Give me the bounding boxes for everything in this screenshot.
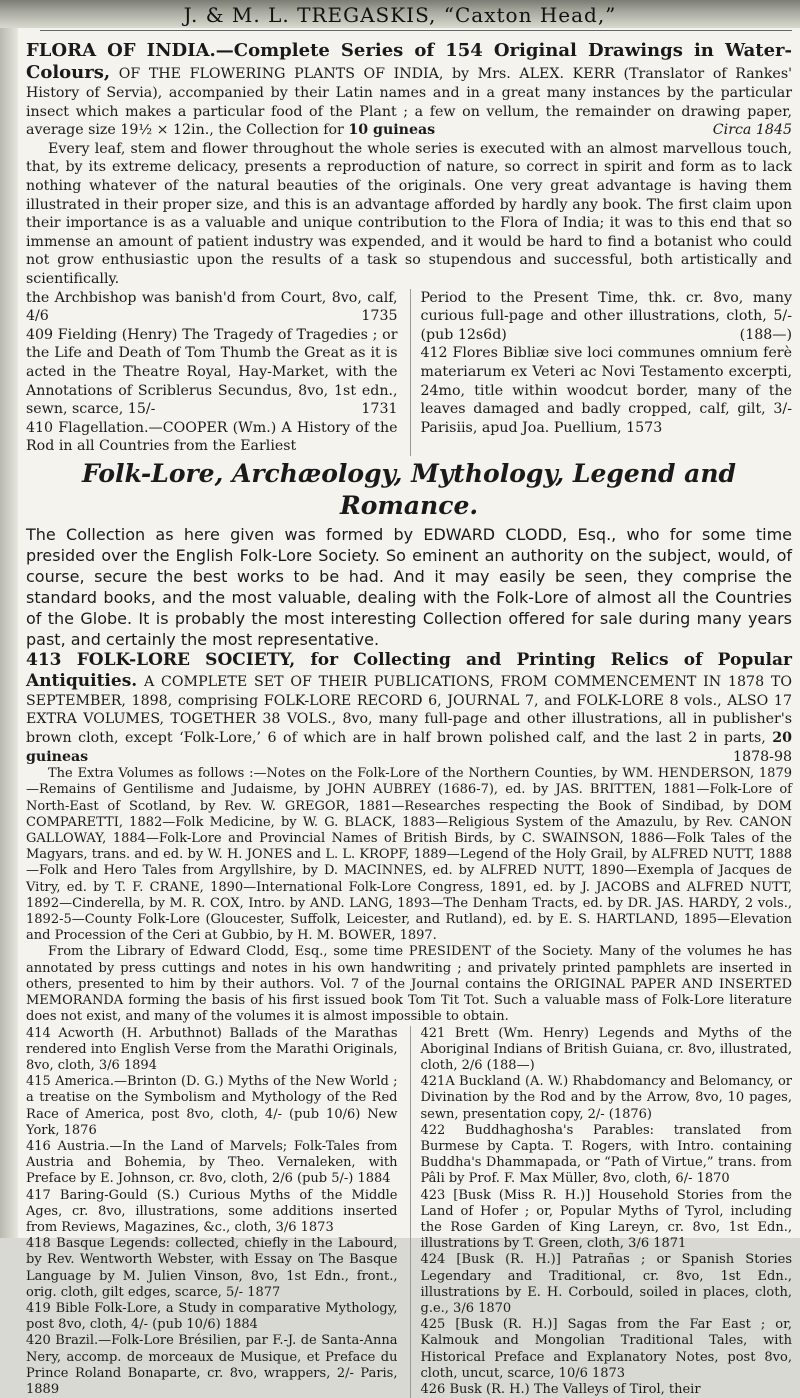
entry-408-text: the Archbishop was banish'd from Court, 8vo, calf, 4/6	[26, 290, 398, 325]
entry-425: 425 [Busk (R. H.)] Sagas from the Far East ; or, Kalmouk and Mongolian Traditional Tales, with Historical Preface and Explanatory Notes, post 8vo, cloth, uncut, scarce, 10/6 1873	[421, 1317, 793, 1382]
entry-408-continued	[26, 289, 398, 326]
entry-413	[26, 650, 792, 766]
entry-424: 424 [Busk (R. H.)] Patrañas ; or Spanish Stories Legendary and Traditional, cr. 8vo, 1st Edn., illustrations by E. H. Corbould, soiled in places, cloth, g.e., 3/6 1870	[421, 1252, 793, 1317]
entry-410-cont-text: Period to the Present Time, thk. cr. 8vo, many curious full-page and other illustrations, cloth, 5/- (pub 12s6d)	[421, 290, 793, 343]
item-411-description: Every leaf, stem and flower throughout the whole series is executed with an almost marvellous touch, that, by its extreme delicacy, presents a reproduction of nature, so correct in spirit and form as to lack nothing whatever of the natural beauties of the originals. One very great advantage is having them illustrated in their proper size, and this is an advantage afforded by hardly any book. The first claim upon their importance is as a valuable and unique contribution to the Flora of India; it was to this end that so immense an amount of patient industry was expended, and it would be hard to find a botanist who could not grow enthusiastic upon the results of a task so stupendous and successful, both artistically and scientifically.	[26, 140, 792, 289]
entry-408-date: 1735	[361, 307, 397, 326]
item-411	[26, 40, 792, 140]
bottom-columns	[26, 1026, 792, 1398]
entry-423: 423 [Busk (Miss R. H.)] Household Stories from the Land of Hofer ; or, Popular Myths of Tyrol, including the Rose Garden of King Lareyn, cr. 8vo, 1st Edn., illustrations by T. Green, cloth, 3/6 1871	[421, 1188, 793, 1253]
entry-426: 426 Busk (R. H.) The Valleys of Tirol, their	[421, 1382, 793, 1398]
entry-409-date: 1731	[361, 400, 397, 419]
entry-417: 417 Baring-Gould (S.) Curious Myths of the Middle Ages, cr. 8vo, illustrations, some additions inserted from Reviews, Magazines, &c., cloth, 3/6 1873	[26, 1188, 398, 1237]
bottom-left-column	[26, 1026, 398, 1398]
entry-421: 421 Brett (Wm. Henry) Legends and Myths of the Aboriginal Indians of British Guiana, cr. 8vo, illustrated, cloth, 2/6 (188—)	[421, 1026, 793, 1075]
entry-410-date: (188—)	[740, 326, 792, 345]
entry-413-text: A COMPLETE SET OF THEIR PUBLICATIONS, FROM COMMENCEMENT IN 1878 TO SEPTEMBER, 1898, comprising FOLK-LORE RECORD 6, JOURNAL 7, and FOLK-LORE 8 vols., ALSO 17 EXTRA VOLUMES, TOGETHER 38 VOLS., 8vo, many full-page and other illustrations, all in publisher's brown cloth, except ‘Folk-Lore,’ 6 of which are in half brown polished calf, and the last 2 in parts,	[26, 674, 792, 746]
item-411-title: FLORA OF INDIA.—Complete Series of 154 Original Drawings in Water-Colours,	[26, 40, 792, 83]
page-content	[26, 40, 792, 1230]
item-411-date: Circa 1845	[713, 121, 792, 140]
entry-413-note: From the Library of Edward Clodd, Esq., some time PRESIDENT of the Society. Many of the volumes he has annotated by press cuttings and notes in his own handwriting ; and privately printed pamphlets are inserted in others, presented to him by their authors. Vol. 7 of the Journal contains the ORIGINAL PAPER AND INSERTED MEMORANDA forming the basis of his first issued book Tom Tit Tot. Such a valuable mass of Folk-Lore literature does not exist, and many of the volumes it is almost impossible to obtain.	[26, 944, 792, 1025]
bottom-right-column	[410, 1026, 793, 1398]
collection-intro: The Collection as here given was formed by EDWARD CLODD, Esq., who for some time presided over the English Folk-Lore Society. So eminent an authority on the subject, would, of course, secure the best works to be had. And it may easily be seen, they comprise the standard books, and the most valuable, dealing with the Folk-Lore of almost all the Countries of the Globe. It is probably the most interesting Collection offered for sale during many years past, and certainly the most representative.	[26, 524, 792, 650]
entry-413-date: 1878-98	[733, 748, 792, 767]
entry-415: 415 America.—Brinton (D. G.) Myths of the New World ; a treatise on the Symbolism and Mythology of the Red Race of America, post 8vo, cloth, 4/- (pub 10/6) New York, 1876	[26, 1074, 398, 1139]
entry-410-continued	[421, 289, 793, 345]
entry-413-price: 20 guineas	[26, 730, 792, 765]
entry-420: 420 Brazil.—Folk-Lore Brésilien, par F.-J. de Santa-Anna Nery, accomp. de morceaux de Musique, et Preface du Prince Roland Bonaparte, cr. 8vo, wrappers, 2/- Paris, 1889	[26, 1333, 398, 1398]
entry-409	[26, 326, 398, 419]
item-411-price: 10 guineas	[348, 122, 435, 138]
entry-419: 419 Bible Folk-Lore, a Study in comparative Mythology, post 8vo, cloth, 4/- (pub 10/6) 1884	[26, 1301, 398, 1333]
top-columns	[26, 289, 792, 456]
header-rule	[40, 30, 792, 31]
top-right-column	[410, 289, 793, 456]
running-head: J. & M. L. TREGASKIS, “Caxton Head,”	[100, 3, 700, 27]
entry-418: 418 Basque Legends: collected, chiefly in the Labourd, by Rev. Wentworth Webster, with Essay on The Basque Language by M. Julien Vinson, 8vo, 1st Edn., front., orig. cloth, gilt edges, scarce, 5/- 1877	[26, 1236, 398, 1301]
entry-421a: 421A Buckland (A. W.) Rhabdomancy and Belomancy, or Divination by the Rod and by the Arrow, 8vo, 10 pages, sewn, presentation copy, 2/- (1876)	[421, 1074, 793, 1123]
entry-414: 414 Acworth (H. Arbuthnot) Ballads of the Marathas rendered into English Verse from the Marathi Originals, 8vo, cloth, 3/6 1894	[26, 1026, 398, 1075]
entry-412: 412 Flores Bibliæ sive loci communes omnium ferè materiarum ex Veteri ac Novi Testamento excerpti, 24mo, title within woodcut border, many of the leaves damaged and badly cropped, calf, gilt, 3/- Parisiis, apud Joa. Puellium, 1573	[421, 344, 793, 437]
item-411-text: OF THE FLOWERING PLANTS OF INDIA, by Mrs. ALEX. KERR (Translator of Rankes' History of Servia), accompanied by their Latin names and in a great many instances by the particular insect which makes a particular food of the Plant ; a few on vellum, the remainder on drawing paper, average size 19½ × 12in., the Collection for	[26, 66, 792, 138]
section-heading: Folk-Lore, Archæology, Mythology, Legend and Romance.	[26, 458, 792, 522]
entry-422: 422 Buddhaghosha's Parables: translated from Burmese by Capta. T. Rogers, with Intro. containing Buddha's Dhammapada, or “Path of Virtue,” trans. from Pâli by Prof. F. Max Müller, 8vo, cloth, 6/- 1870	[421, 1123, 793, 1188]
page-left-edge	[0, 28, 18, 1238]
entry-413-title: 413 FOLK-LORE SOCIETY, for Collecting and Printing Relics of Popular Antiquities.	[26, 650, 792, 691]
entry-410: 410 Flagellation.—COOPER (Wm.) A History of the Rod in all Countries from the Earliest	[26, 419, 398, 456]
entry-409-text: 409 Fielding (Henry) The Tragedy of Tragedies ; or the Life and Death of Tom Thumb the Great as it is acted in the Theatre Royal, Hay-Market, with the Annotations of Scriblerus Secundus, 8vo, 1st edn., sewn, scarce, 15/-	[26, 327, 398, 417]
entry-416: 416 Austria.—In the Land of Marvels; Folk-Tales from Austria and Bohemia, by Theo. Vernaleken, with Preface by E. Johnson, cr. 8vo, cloth, 2/6 (pub 5/-) 1884	[26, 1139, 398, 1188]
entry-413-extra-volumes: The Extra Volumes as follows :—Notes on the Folk-Lore of the Northern Counties, by WM. HENDERSON, 1879—Remains of Gentilisme and Judaisme, by JOHN AUBREY (1686-7), ed. by JAS. BRITTEN, 1881—Folk-Lore of North-East of Scotland, by Rev. W. GREGOR, 1881—Researches respecting the Book of Sindibad, by DOM COMPARETTI, 1882—Folk Medicine, by W. G. BLACK, 1883—Religious System of the Amazulu, by Rev. CANON GALLOWAY, 1884—Folk-Lore and Provincial Names of British Birds, by C. SWAINSON, 1886—Folk Tales of the Magyars, trans. and ed. by W. H. JONES and L. L. KROPF, 1889—Legend of the Holy Grail, by ALFRED NUTT, 1888—Folk and Hero Tales from Argyllshire, by D. MACINNES, ed. by ALFRED NUTT, 1890—Exempla of Jacques de Vitry, ed. by T. F. CRANE, 1890—International Folk-Lore Congress, 1891, ed. by J. JACOBS and ALFRED NUTT, 1892—Cinderella, by M. R. COX, Intro. by AND. LANG, 1893—The Denham Tracts, ed. by DR. JAS. HARDY, 2 vols., 1892-5—County Folk-Lore (Gloucester, Suffolk, Leicester, and Rutland), ed. by E. S. HARTLAND, 1895—Elevation and Procession of the Ceri at Gubbio, by H. M. BOWER, 1897.	[26, 766, 792, 944]
top-left-column	[26, 289, 398, 456]
